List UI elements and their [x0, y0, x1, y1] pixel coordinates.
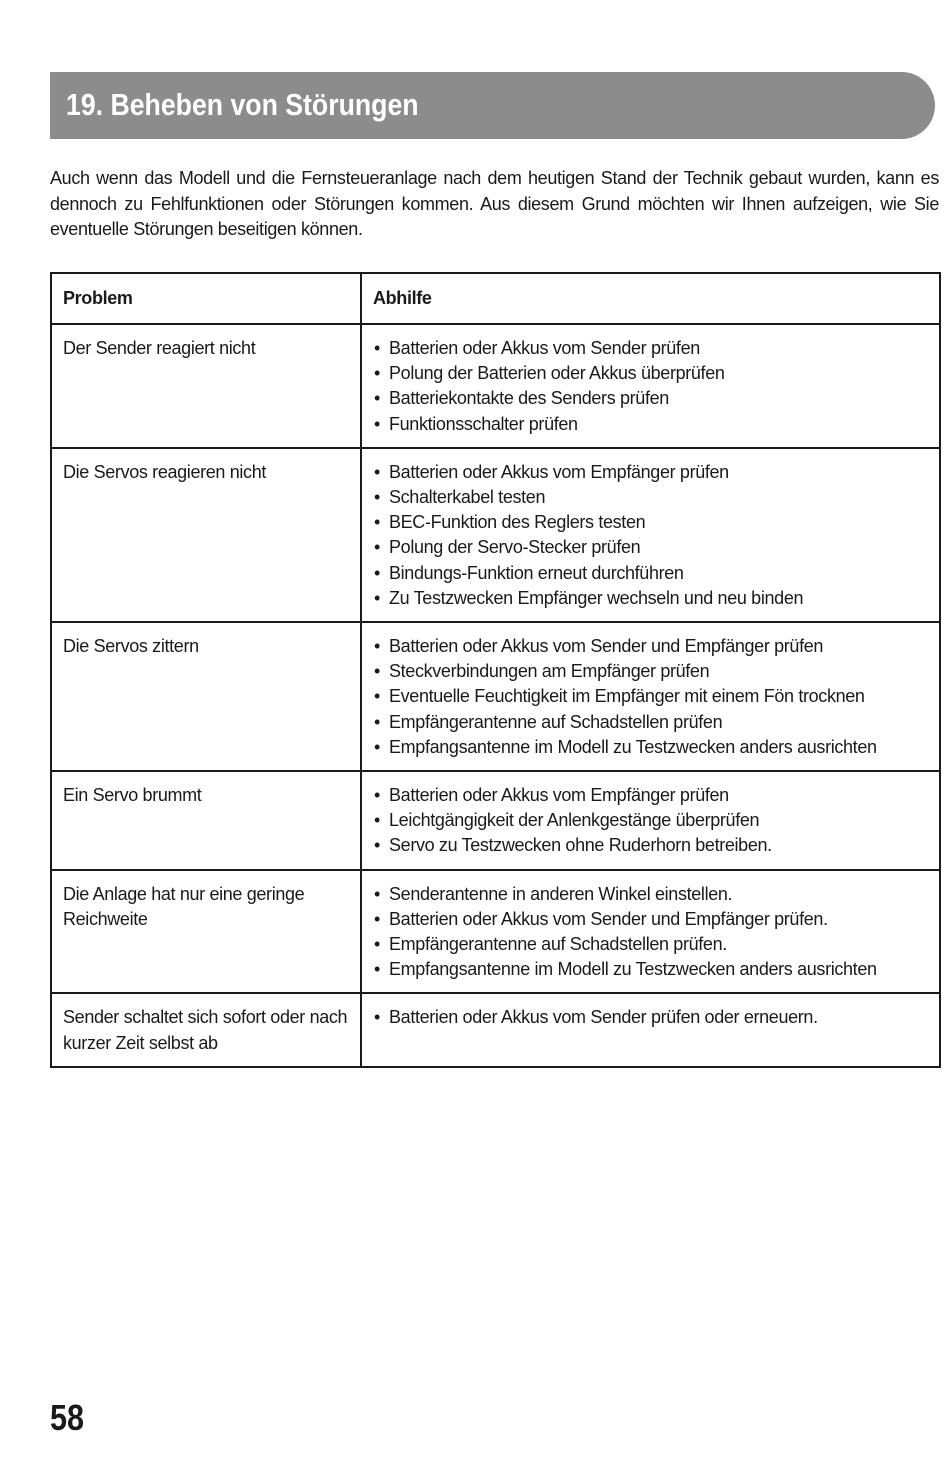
remedy-item: • Empfängerantenne auf Schadstellen prüfen.	[374, 932, 929, 957]
remedy-item: • Batterien oder Akkus vom Sender prüfen	[374, 336, 929, 361]
remedy-cell	[361, 324, 940, 448]
table-row	[51, 771, 940, 870]
table-body	[51, 324, 940, 1067]
table-row	[51, 993, 940, 1066]
remedy-item: • Steckverbindungen am Empfänger prüfen	[374, 659, 929, 684]
remedy-list	[374, 1005, 929, 1030]
remedy-item: • Schalterkabel testen	[374, 485, 929, 510]
remedy-item: • Batterien oder Akkus vom Sender und Empfänger prüfen.	[374, 907, 929, 932]
remedy-item: • Polung der Batterien oder Akkus überprüfen	[374, 361, 929, 386]
remedy-cell	[361, 771, 940, 870]
section-title: 19. Beheben von Störungen	[66, 87, 419, 122]
remedy-cell	[361, 448, 940, 622]
remedy-item: • Empfängerantenne auf Schadstellen prüfen	[374, 710, 929, 735]
remedy-item: • Leichtgängigkeit der Anlenkgestänge überprüfen	[374, 808, 929, 833]
problem-cell: Die Anlage hat nur eine geringe Reichweite	[51, 870, 361, 994]
remedy-item: • Batterien oder Akkus vom Sender prüfen oder erneuern.	[374, 1005, 929, 1030]
remedy-list	[374, 336, 929, 437]
remedy-item: • Zu Testzwecken Empfänger wechseln und neu binden	[374, 586, 929, 611]
remedy-item: • Funktionsschalter prüfen	[374, 412, 929, 437]
remedy-item: • Batteriekontakte des Senders prüfen	[374, 386, 929, 411]
table-row	[51, 622, 940, 771]
remedy-item: • BEC-Funktion des Reglers testen	[374, 510, 929, 535]
remedy-item: • Senderantenne in anderen Winkel einstellen.	[374, 882, 929, 907]
section-header	[50, 72, 935, 139]
table-row	[51, 870, 940, 994]
remedy-item: • Polung der Servo-Stecker prüfen	[374, 535, 929, 560]
table-row	[51, 448, 940, 622]
remedy-list	[374, 882, 929, 983]
remedy-cell	[361, 993, 940, 1066]
remedy-item: • Batterien oder Akkus vom Sender und Empfänger prüfen	[374, 634, 929, 659]
remedy-item: • Bindungs-Funktion erneut durchführen	[374, 561, 929, 586]
problem-cell: Sender schaltet sich sofort oder nach kurzer Zeit selbst ab	[51, 993, 361, 1066]
remedy-list	[374, 783, 929, 859]
table-row	[51, 324, 940, 448]
remedy-cell	[361, 870, 940, 994]
remedy-item: • Batterien oder Akkus vom Empfänger prüfen	[374, 783, 929, 808]
troubleshooting-table	[50, 272, 941, 1068]
table-header-row	[51, 273, 940, 324]
problem-cell: Die Servos reagieren nicht	[51, 448, 361, 622]
intro-paragraph: Auch wenn das Modell und die Fernsteueranlage nach dem heutigen Stand der Technik gebaut wurden, kann es dennoch zu Fehlfunktionen oder Störungen kommen. Aus diesem Grund möchten wir Ihnen aufzeigen, wie Sie eventuelle Störungen beseitigen können.	[50, 168, 939, 239]
page-number: 58	[50, 1397, 85, 1438]
column-header-problem: Problem	[51, 273, 361, 324]
remedy-item: • Servo zu Testzwecken ohne Ruderhorn betreiben.	[374, 833, 929, 858]
remedy-item: • Batterien oder Akkus vom Empfänger prüfen	[374, 460, 929, 485]
remedy-list	[374, 634, 929, 760]
remedy-item: • Eventuelle Feuchtigkeit im Empfänger mit einem Fön trocknen	[374, 684, 929, 709]
column-header-remedy: Abhilfe	[361, 273, 940, 324]
remedy-item: • Empfangsantenne im Modell zu Testzwecken anders ausrichten	[374, 957, 929, 982]
problem-cell: Die Servos zittern	[51, 622, 361, 771]
problem-cell: Ein Servo brummt	[51, 771, 361, 870]
problem-cell: Der Sender reagiert nicht	[51, 324, 361, 448]
remedy-item: • Empfangsantenne im Modell zu Testzwecken anders ausrichten	[374, 735, 929, 760]
remedy-list	[374, 460, 929, 611]
remedy-cell	[361, 622, 940, 771]
